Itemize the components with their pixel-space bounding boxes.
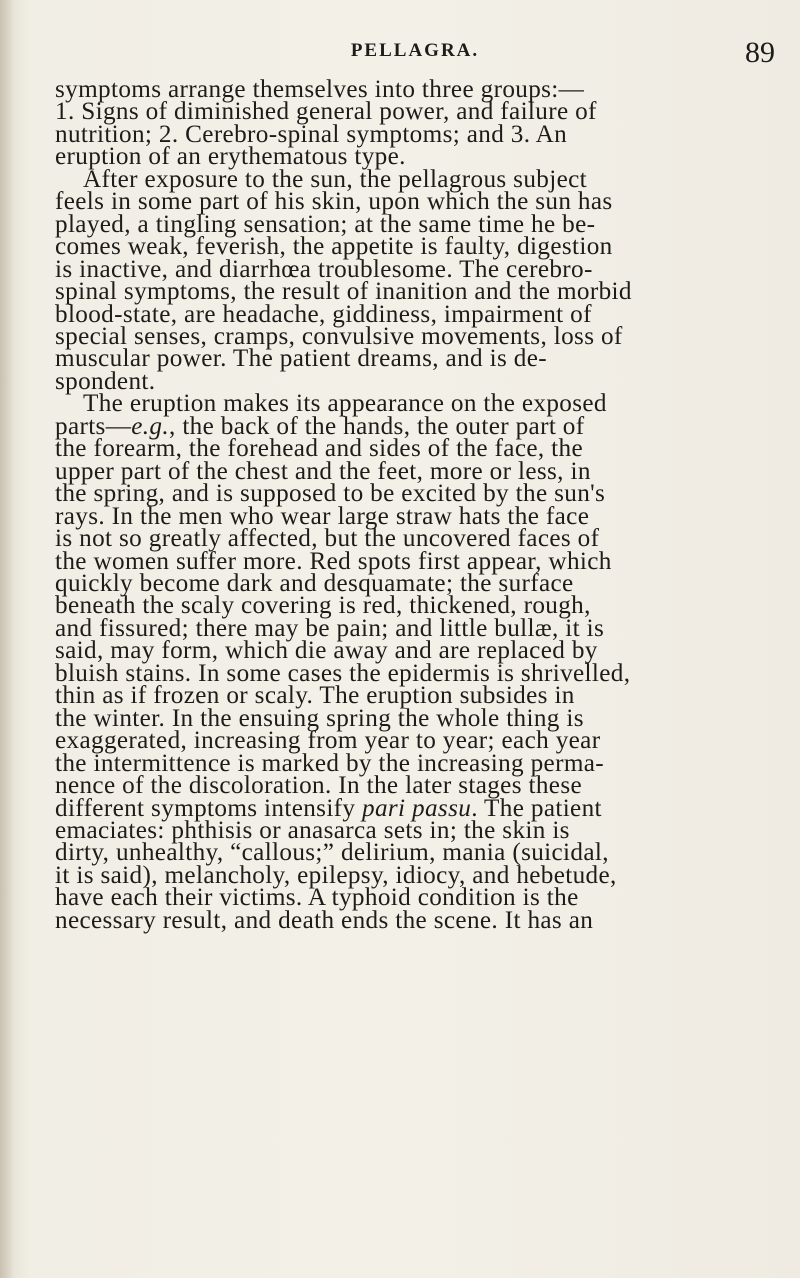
text-line: special senses, cramps, convulsive movements, loss of bbox=[55, 322, 623, 350]
text-line: feels in some part of his skin, upon which the sun has bbox=[55, 188, 613, 216]
text-line: dirty, unhealthy, “callous;” delirium, mania (suicidal, bbox=[55, 839, 609, 867]
text-line: muscular power. The patient dreams, and is de- bbox=[55, 345, 547, 373]
paragraph-3 bbox=[55, 390, 777, 934]
text-line: is not so greatly affected, but the uncovered faces of bbox=[55, 525, 600, 553]
text-line: played, a tingling sensation; at the same time he be- bbox=[55, 210, 596, 238]
text-line: necessary result, and death ends the scene. It has an bbox=[55, 906, 594, 934]
text-line: the spring, and is supposed to be excited by the sun's bbox=[55, 480, 606, 508]
text-line: The eruption makes its appearance on the exposed bbox=[83, 390, 607, 418]
text-line: blood-state, are headache, giddiness, impairment of bbox=[55, 300, 592, 328]
text-line: spinal symptoms, the result of inanition and the morbid bbox=[55, 278, 632, 306]
paragraph-1 bbox=[55, 76, 777, 171]
text-line: parts—e.g., the back of the hands, the outer part of bbox=[55, 412, 585, 440]
text-line: 1. Signs of diminished general power, and failure of bbox=[55, 98, 597, 126]
text-line: exaggerated, increasing from year to year; each year bbox=[55, 727, 601, 755]
binding-shadow bbox=[0, 0, 14, 1278]
text-line: spondent. bbox=[55, 367, 156, 395]
text-line: nutrition; 2. Cerebro-spinal symptoms; and 3. An bbox=[55, 120, 568, 148]
text-line: symptoms arrange themselves into three groups:— bbox=[55, 76, 585, 103]
text-line: bluish stains. In some cases the epidermis is shrivelled, bbox=[55, 659, 631, 687]
text-line: have each their victims. A typhoid condition is the bbox=[55, 884, 579, 912]
text-line: the women suffer more. Red spots first appear, which bbox=[55, 547, 612, 575]
text-line: emaciates: phthisis or anasarca sets in; the skin is bbox=[55, 816, 570, 844]
text-line: quickly become dark and desquamate; the surface bbox=[55, 569, 574, 597]
text-line: nence of the discoloration. In the later stages these bbox=[55, 772, 583, 800]
text-line: it is said), melancholy, epilepsy, idiocy, and hebetude, bbox=[55, 861, 617, 889]
paragraph-2 bbox=[55, 165, 777, 395]
text-line: and fissured; there may be pain; and little bullæ, it is bbox=[55, 614, 605, 642]
text-line: upper part of the chest and the feet, more or less, in bbox=[55, 457, 591, 485]
text-line: said, may form, which die away and are replaced by bbox=[55, 637, 598, 665]
text-line: the winter. In the ensuing spring the whole thing is bbox=[55, 704, 584, 732]
text-line: different symptoms intensify pari passu. The patient bbox=[55, 794, 602, 822]
text-line: eruption of an erythematous type. bbox=[55, 143, 406, 171]
text-line: thin as if frozen or scaly. The eruption subsides in bbox=[55, 682, 575, 710]
running-head: PELLAGRA. bbox=[350, 40, 480, 61]
text-line: the intermittence is marked by the increasing perma- bbox=[55, 749, 605, 777]
text-line: rays. In the men who wear large straw hats the face bbox=[55, 502, 590, 530]
text-line: comes weak, feverish, the appetite is faulty, digestion bbox=[55, 233, 613, 261]
body-text bbox=[55, 76, 777, 934]
page-number: 89 bbox=[745, 36, 775, 69]
page-header bbox=[55, 36, 775, 74]
text-line: is inactive, and diarrhœa troublesome. The cerebro- bbox=[55, 255, 593, 283]
text-line: beneath the scaly covering is red, thickened, rough, bbox=[55, 592, 591, 620]
text-line: After exposure to the sun, the pellagrous subject bbox=[83, 165, 587, 193]
text-line: the forearm, the forehead and sides of the face, the bbox=[55, 435, 584, 463]
